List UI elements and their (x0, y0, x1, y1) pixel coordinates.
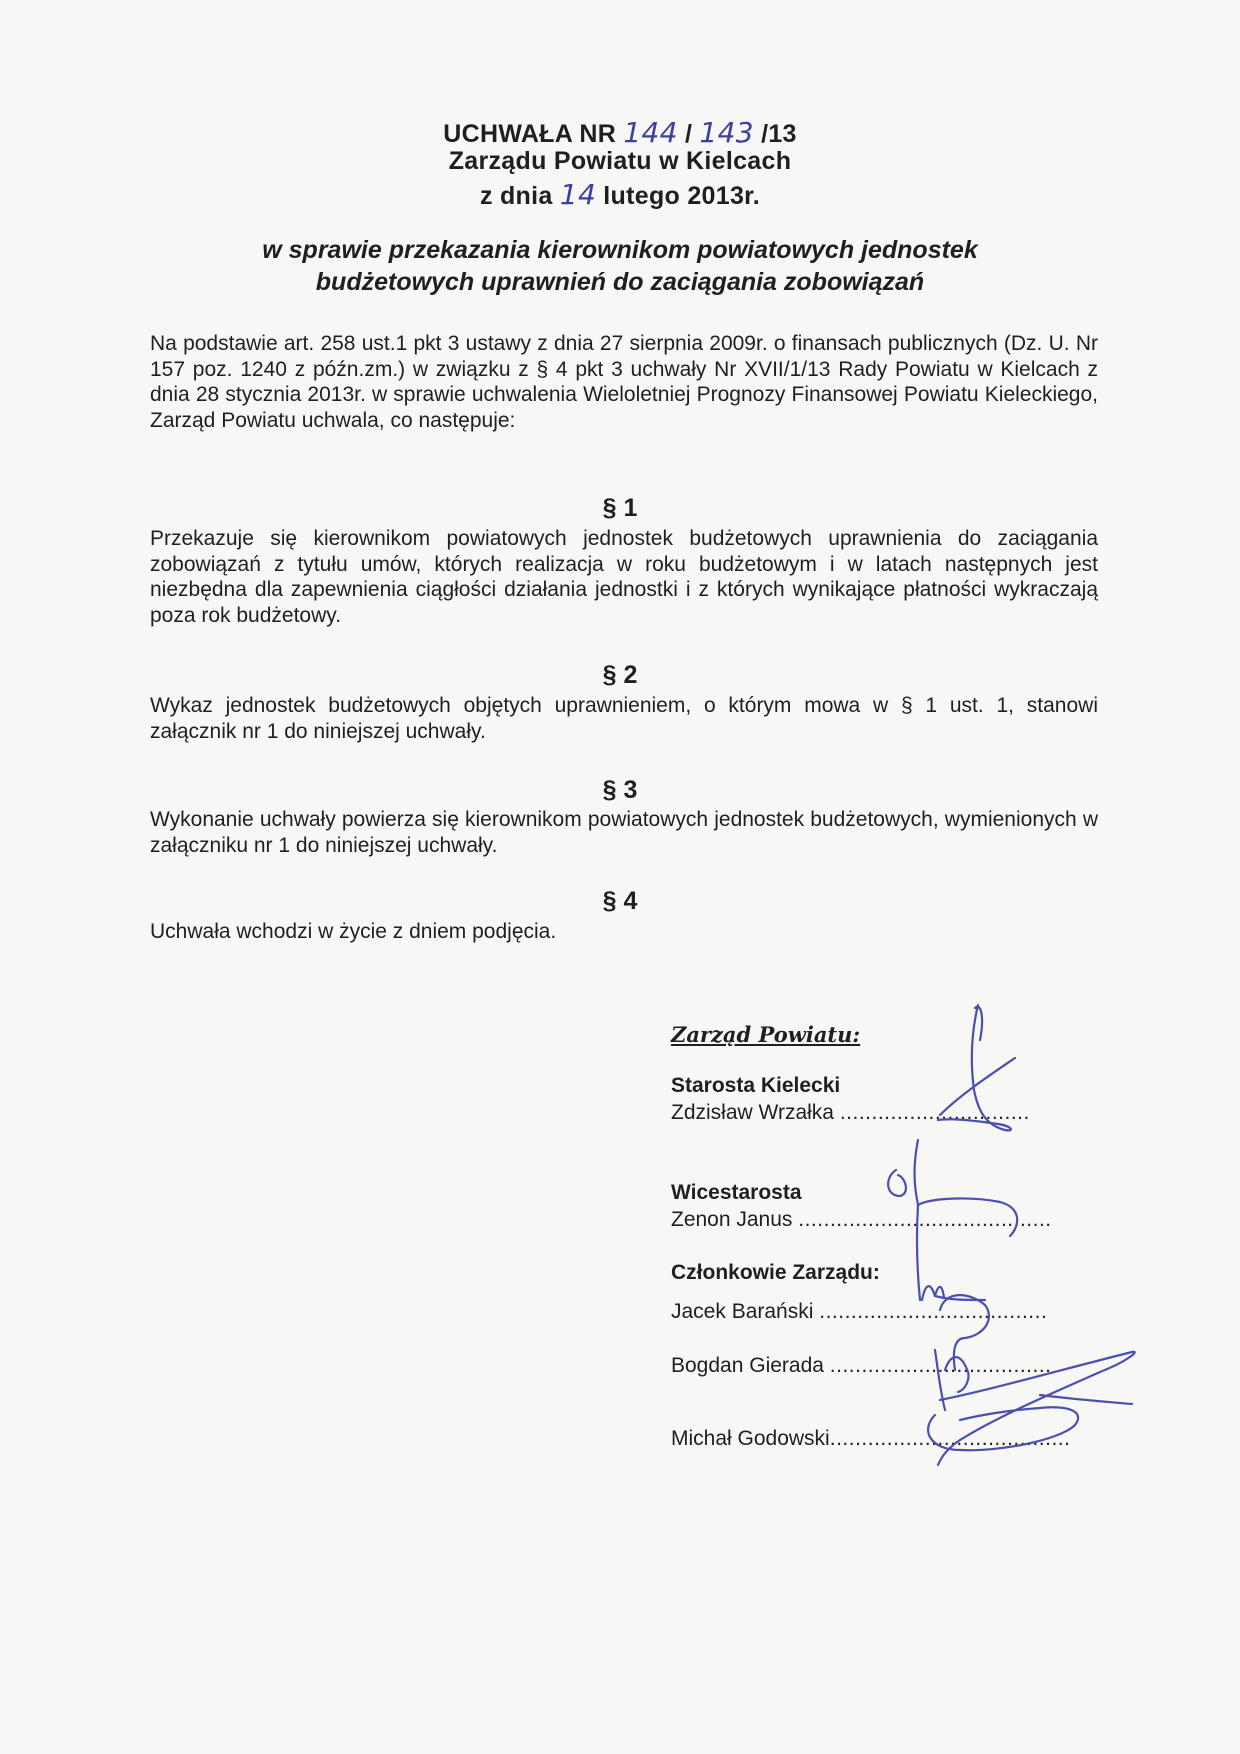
subject-line-1: w sprawie przekazania kierownikom powiatowych jednostek (262, 236, 978, 264)
title-prefix: UCHWAŁA NR (443, 120, 624, 148)
date-suffix: lutego 2013r. (596, 182, 761, 210)
signatures-heading: Zarząd Powiatu: (671, 1022, 861, 1047)
starosta-dots: .............................. (839, 1101, 1030, 1124)
section-2-text: Wykaz jednostek budżetowych objętych uprawnieniem, o którym mowa w § 1 ust. 1, stanowi załącznik nr 1 do niniejszej uchwały. (150, 694, 1098, 743)
section-4-heading: § 4 (602, 887, 638, 915)
title-suffix: /13 (753, 120, 797, 148)
title-separator: / (677, 120, 700, 148)
member-name: Michał Godowski (671, 1427, 830, 1450)
handwritten-day: 14 (559, 178, 597, 211)
members-role: Członkowie Zarządu: (671, 1261, 880, 1284)
handwritten-number-2: 143 (699, 116, 754, 149)
wicestarosta-role: Wicestarosta (671, 1181, 802, 1204)
wicestarosta-dots: ........................................ (798, 1208, 1052, 1231)
member-dots: ................................... (829, 1354, 1052, 1377)
subject-line-2: budżetowych uprawnień do zaciągania zobowiązań (315, 268, 925, 296)
starosta-role: Starosta Kielecki (671, 1074, 841, 1097)
section-3-text: Wykonanie uchwały powierza się kierownikom powiatowych jednostek budżetowych, wymienionych w załączniku nr 1 do niniejszej uchwały. (150, 808, 1098, 857)
handwritten-number-1: 144 (623, 116, 678, 149)
member-signature-stroke (928, 1352, 1135, 1465)
section-1-heading: § 1 (602, 494, 638, 522)
member-dots: ...................................... (829, 1427, 1071, 1450)
starosta-signature-stroke (938, 1005, 1015, 1130)
section-3-heading: § 3 (602, 776, 638, 804)
issuing-body: Zarządu Powiatu w Kielcach (448, 147, 792, 175)
wicestarosta-name: Zenon Janus (671, 1208, 799, 1231)
member-name: Bogdan Gierada (671, 1354, 830, 1377)
member-dots: .................................... (819, 1300, 1048, 1323)
member-name: Jacek Barański (671, 1300, 820, 1323)
section-4-text: Uchwała wchodzi w życie z dniem podjęcia. (150, 920, 557, 943)
section-2-heading: § 2 (602, 661, 638, 689)
section-1-text: Przekazuje się kierownikom powiatowych jednostek budżetowych uprawnienia do zaciągania zobowiązań z tytułu umów, których realizacja w roku budżetowym i w latach następnych jest niezbędna dla zapewnienia ciągłości działania jednostki i z których wynikające płatności wykraczają poza rok budżetowy. (150, 527, 1098, 627)
wicestarosta-signature-stroke (888, 1140, 1017, 1300)
date-prefix: z dnia (479, 182, 560, 210)
preamble-paragraph: Na podstawie art. 258 ust.1 pkt 3 ustawy z dnia 27 sierpnia 2009r. o finansach publicznych (Dz. U. Nr 157 poz. 1240 z późn.zm.) w związku z § 4 pkt 3 uchwały Nr XVII/1/13 Rady Powiatu w Kielcach z dnia 28 stycznia 2013r. w sprawie uchwalenia Wieloletniej Prognozy Finansowej Powiatu Kieleckiego, Zarząd Powiatu uchwala, co następuje: (150, 332, 1098, 432)
starosta-name: Zdzisław Wrzałka (671, 1101, 840, 1124)
